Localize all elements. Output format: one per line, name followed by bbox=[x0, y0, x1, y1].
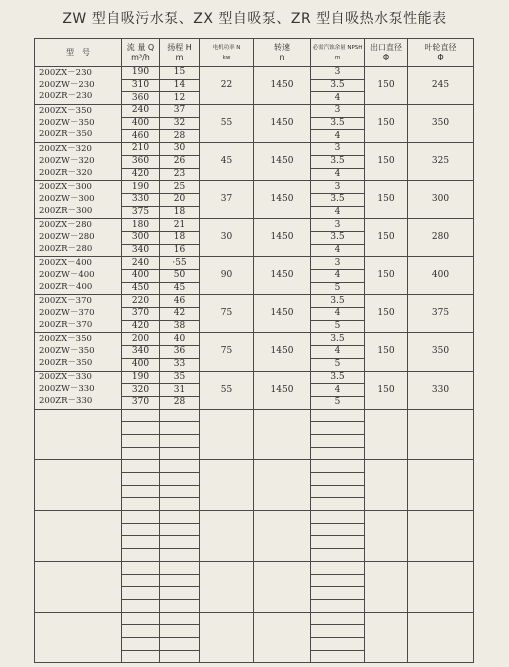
head-cell: 26 bbox=[160, 155, 200, 168]
empty-head-cell bbox=[160, 536, 200, 549]
model-name: 200ZX－350 bbox=[39, 106, 92, 117]
empty-flow-cell bbox=[122, 523, 160, 536]
empty-head-cell bbox=[160, 511, 200, 524]
outlet-cell: 150 bbox=[365, 257, 408, 295]
flow-cell: 180 bbox=[122, 219, 160, 232]
npsh-cell: 4 bbox=[311, 270, 365, 283]
impeller-cell: 300 bbox=[408, 181, 474, 219]
empty-outlet-cell bbox=[365, 409, 408, 460]
empty-speed-cell bbox=[254, 409, 311, 460]
empty-table-row bbox=[35, 612, 474, 625]
empty-npsh-cell bbox=[311, 473, 365, 486]
impeller-cell: 400 bbox=[408, 257, 474, 295]
head-cell: 42 bbox=[160, 308, 200, 321]
npsh-cell: 3 bbox=[311, 105, 365, 118]
npsh-cell: 3.5 bbox=[311, 231, 365, 244]
flow-cell: 420 bbox=[122, 168, 160, 181]
empty-outlet-cell bbox=[365, 460, 408, 511]
table-row bbox=[35, 143, 474, 156]
empty-power-cell bbox=[200, 460, 254, 511]
outlet-cell: 150 bbox=[365, 333, 408, 371]
flow-cell: 400 bbox=[122, 117, 160, 130]
speed-cell: 1450 bbox=[254, 295, 311, 333]
table-row bbox=[35, 371, 474, 384]
model-cell bbox=[35, 181, 122, 219]
model-name: 200ZW－350 bbox=[39, 346, 95, 357]
model-cell bbox=[35, 67, 122, 105]
head-cell: 32 bbox=[160, 117, 200, 130]
empty-flow-cell bbox=[122, 549, 160, 562]
impeller-cell: 350 bbox=[408, 333, 474, 371]
model-cell bbox=[35, 295, 122, 333]
impeller-cell: 375 bbox=[408, 295, 474, 333]
col-header-head: 扬程 H m bbox=[160, 39, 200, 67]
table-row bbox=[35, 181, 474, 194]
npsh-cell: 4 bbox=[311, 346, 365, 359]
flow-cell: 375 bbox=[122, 206, 160, 219]
empty-outlet-cell bbox=[365, 511, 408, 562]
empty-head-cell bbox=[160, 574, 200, 587]
speed-cell: 1450 bbox=[254, 105, 311, 143]
npsh-cell: 3.5 bbox=[311, 333, 365, 346]
empty-head-cell bbox=[160, 409, 200, 422]
model-cell bbox=[35, 219, 122, 257]
flow-cell: 340 bbox=[122, 346, 160, 359]
outlet-cell: 150 bbox=[365, 219, 408, 257]
empty-impeller-cell bbox=[408, 409, 474, 460]
power-cell: 45 bbox=[200, 143, 254, 181]
outlet-cell: 150 bbox=[365, 181, 408, 219]
empty-flow-cell bbox=[122, 574, 160, 587]
impeller-cell: 325 bbox=[408, 143, 474, 181]
head-cell: 23 bbox=[160, 168, 200, 181]
performance-table bbox=[34, 38, 474, 663]
power-cell: 30 bbox=[200, 219, 254, 257]
speed-cell: 1450 bbox=[254, 143, 311, 181]
flow-cell: 450 bbox=[122, 282, 160, 295]
empty-npsh-cell bbox=[311, 447, 365, 460]
npsh-cell: 3.5 bbox=[311, 117, 365, 130]
flow-cell: 370 bbox=[122, 396, 160, 409]
empty-npsh-cell bbox=[311, 434, 365, 447]
col-header-impeller: 叶轮直径 Φ bbox=[408, 39, 474, 67]
head-cell: 36 bbox=[160, 346, 200, 359]
head-cell: 18 bbox=[160, 206, 200, 219]
empty-npsh-cell bbox=[311, 587, 365, 600]
model-name: 200ZW－230 bbox=[39, 79, 95, 90]
model-name: 200ZR－350 bbox=[39, 357, 93, 368]
head-cell: 21 bbox=[160, 219, 200, 232]
model-name: 200ZW－330 bbox=[39, 384, 95, 395]
empty-model-cell bbox=[35, 409, 122, 460]
power-cell: 37 bbox=[200, 181, 254, 219]
head-cell: 38 bbox=[160, 320, 200, 333]
empty-flow-cell bbox=[122, 650, 160, 663]
head-cell: 15 bbox=[160, 67, 200, 80]
power-cell: 75 bbox=[200, 295, 254, 333]
empty-npsh-cell bbox=[311, 574, 365, 587]
head-cell: 31 bbox=[160, 384, 200, 397]
model-name: 200ZR－300 bbox=[39, 205, 93, 216]
npsh-cell: 4 bbox=[311, 206, 365, 219]
table-row bbox=[35, 333, 474, 346]
npsh-cell: 4 bbox=[311, 244, 365, 257]
empty-impeller-cell bbox=[408, 561, 474, 612]
model-name: 200ZX－400 bbox=[39, 258, 92, 269]
empty-flow-cell bbox=[122, 473, 160, 486]
empty-table-row bbox=[35, 511, 474, 524]
head-cell: 12 bbox=[160, 92, 200, 105]
empty-head-cell bbox=[160, 561, 200, 574]
model-name: 200ZX－350 bbox=[39, 334, 92, 345]
flow-cell: 310 bbox=[122, 79, 160, 92]
npsh-cell: 4 bbox=[311, 384, 365, 397]
empty-npsh-cell bbox=[311, 599, 365, 612]
model-name: 200ZW－300 bbox=[39, 193, 95, 204]
empty-head-cell bbox=[160, 422, 200, 435]
empty-impeller-cell bbox=[408, 511, 474, 562]
empty-impeller-cell bbox=[408, 612, 474, 663]
table-row bbox=[35, 67, 474, 80]
model-name: 200ZW－350 bbox=[39, 117, 95, 128]
head-cell: ·55 bbox=[160, 257, 200, 270]
empty-flow-cell bbox=[122, 637, 160, 650]
table-row bbox=[35, 257, 474, 270]
head-cell: 16 bbox=[160, 244, 200, 257]
model-name: 200ZX－280 bbox=[39, 220, 92, 231]
empty-table-row bbox=[35, 561, 474, 574]
empty-power-cell bbox=[200, 409, 254, 460]
model-cell bbox=[35, 371, 122, 409]
empty-head-cell bbox=[160, 460, 200, 473]
outlet-cell: 150 bbox=[365, 67, 408, 105]
empty-outlet-cell bbox=[365, 612, 408, 663]
empty-npsh-cell bbox=[311, 485, 365, 498]
empty-npsh-cell bbox=[311, 409, 365, 422]
npsh-cell: 3.5 bbox=[311, 295, 365, 308]
empty-flow-cell bbox=[122, 587, 160, 600]
npsh-cell: 3 bbox=[311, 143, 365, 156]
empty-flow-cell bbox=[122, 599, 160, 612]
speed-cell: 1450 bbox=[254, 181, 311, 219]
empty-table-row bbox=[35, 460, 474, 473]
empty-model-cell bbox=[35, 612, 122, 663]
empty-speed-cell bbox=[254, 612, 311, 663]
model-name: 200ZR－280 bbox=[39, 243, 93, 254]
head-cell: 28 bbox=[160, 130, 200, 143]
head-cell: 40 bbox=[160, 333, 200, 346]
model-name: 200ZR－370 bbox=[39, 319, 93, 330]
model-name: 200ZX－330 bbox=[39, 372, 92, 383]
model-name: 200ZR－350 bbox=[39, 129, 93, 140]
empty-head-cell bbox=[160, 637, 200, 650]
empty-flow-cell bbox=[122, 485, 160, 498]
empty-npsh-cell bbox=[311, 637, 365, 650]
impeller-cell: 280 bbox=[408, 219, 474, 257]
empty-model-cell bbox=[35, 511, 122, 562]
npsh-cell: 3.5 bbox=[311, 371, 365, 384]
npsh-cell: 5 bbox=[311, 320, 365, 333]
impeller-cell: 330 bbox=[408, 371, 474, 409]
flow-cell: 400 bbox=[122, 358, 160, 371]
npsh-cell: 3 bbox=[311, 257, 365, 270]
head-cell: 18 bbox=[160, 231, 200, 244]
npsh-cell: 3 bbox=[311, 219, 365, 232]
outlet-cell: 150 bbox=[365, 295, 408, 333]
flow-cell: 200 bbox=[122, 333, 160, 346]
empty-head-cell bbox=[160, 549, 200, 562]
empty-npsh-cell bbox=[311, 422, 365, 435]
empty-head-cell bbox=[160, 599, 200, 612]
flow-cell: 400 bbox=[122, 270, 160, 283]
flow-cell: 240 bbox=[122, 105, 160, 118]
empty-head-cell bbox=[160, 625, 200, 638]
model-cell bbox=[35, 333, 122, 371]
head-cell: 20 bbox=[160, 193, 200, 206]
flow-cell: 220 bbox=[122, 295, 160, 308]
npsh-cell: 4 bbox=[311, 130, 365, 143]
npsh-cell: 3 bbox=[311, 181, 365, 194]
flow-cell: 240 bbox=[122, 257, 160, 270]
flow-cell: 370 bbox=[122, 308, 160, 321]
flow-cell: 190 bbox=[122, 181, 160, 194]
speed-cell: 1450 bbox=[254, 371, 311, 409]
flow-cell: 360 bbox=[122, 155, 160, 168]
npsh-cell: 4 bbox=[311, 308, 365, 321]
empty-speed-cell bbox=[254, 511, 311, 562]
model-name: 200ZW－370 bbox=[39, 308, 95, 319]
empty-model-cell bbox=[35, 460, 122, 511]
empty-impeller-cell bbox=[408, 460, 474, 511]
head-cell: 50 bbox=[160, 270, 200, 283]
empty-outlet-cell bbox=[365, 561, 408, 612]
power-cell: 90 bbox=[200, 257, 254, 295]
npsh-cell: 5 bbox=[311, 282, 365, 295]
empty-flow-cell bbox=[122, 409, 160, 422]
speed-cell: 1450 bbox=[254, 333, 311, 371]
flow-cell: 420 bbox=[122, 320, 160, 333]
empty-head-cell bbox=[160, 523, 200, 536]
impeller-cell: 350 bbox=[408, 105, 474, 143]
empty-head-cell bbox=[160, 434, 200, 447]
head-cell: 25 bbox=[160, 181, 200, 194]
empty-npsh-cell bbox=[311, 536, 365, 549]
empty-head-cell bbox=[160, 473, 200, 486]
head-cell: 28 bbox=[160, 396, 200, 409]
empty-flow-cell bbox=[122, 561, 160, 574]
npsh-cell: 3.5 bbox=[311, 155, 365, 168]
head-cell: 33 bbox=[160, 358, 200, 371]
power-cell: 75 bbox=[200, 333, 254, 371]
empty-npsh-cell bbox=[311, 561, 365, 574]
empty-flow-cell bbox=[122, 434, 160, 447]
outlet-cell: 150 bbox=[365, 105, 408, 143]
head-cell: 30 bbox=[160, 143, 200, 156]
table-header-row bbox=[35, 39, 474, 67]
outlet-cell: 150 bbox=[365, 371, 408, 409]
empty-flow-cell bbox=[122, 447, 160, 460]
npsh-cell: 5 bbox=[311, 396, 365, 409]
model-name: 200ZR－400 bbox=[39, 281, 93, 292]
model-name: 200ZR－330 bbox=[39, 395, 93, 406]
empty-head-cell bbox=[160, 485, 200, 498]
col-header-model: 型 号 bbox=[35, 39, 122, 67]
speed-cell: 1450 bbox=[254, 67, 311, 105]
empty-flow-cell bbox=[122, 498, 160, 511]
flow-cell: 360 bbox=[122, 92, 160, 105]
flow-cell: 330 bbox=[122, 193, 160, 206]
empty-npsh-cell bbox=[311, 460, 365, 473]
empty-flow-cell bbox=[122, 460, 160, 473]
empty-model-cell bbox=[35, 561, 122, 612]
empty-flow-cell bbox=[122, 536, 160, 549]
empty-power-cell bbox=[200, 511, 254, 562]
empty-speed-cell bbox=[254, 460, 311, 511]
empty-npsh-cell bbox=[311, 549, 365, 562]
power-cell: 55 bbox=[200, 371, 254, 409]
col-header-power: 电机功率 N kw bbox=[200, 39, 254, 67]
empty-flow-cell bbox=[122, 422, 160, 435]
impeller-cell: 245 bbox=[408, 67, 474, 105]
empty-speed-cell bbox=[254, 561, 311, 612]
page-title: ZW 型自吸污水泵、ZX 型自吸泵、ZR 型自吸热水泵性能表 bbox=[62, 11, 447, 27]
model-cell bbox=[35, 257, 122, 295]
empty-power-cell bbox=[200, 561, 254, 612]
npsh-cell: 3.5 bbox=[311, 193, 365, 206]
empty-npsh-cell bbox=[311, 650, 365, 663]
flow-cell: 460 bbox=[122, 130, 160, 143]
model-name: 200ZX－370 bbox=[39, 296, 92, 307]
empty-head-cell bbox=[160, 498, 200, 511]
empty-npsh-cell bbox=[311, 625, 365, 638]
empty-power-cell bbox=[200, 612, 254, 663]
col-header-outlet: 出口直径 Φ bbox=[365, 39, 408, 67]
empty-head-cell bbox=[160, 612, 200, 625]
model-name: 200ZR－320 bbox=[39, 167, 93, 178]
speed-cell: 1450 bbox=[254, 219, 311, 257]
head-cell: 35 bbox=[160, 371, 200, 384]
empty-flow-cell bbox=[122, 625, 160, 638]
model-name: 200ZW－320 bbox=[39, 155, 95, 166]
flow-cell: 340 bbox=[122, 244, 160, 257]
power-cell: 55 bbox=[200, 105, 254, 143]
flow-cell: 190 bbox=[122, 67, 160, 80]
empty-flow-cell bbox=[122, 612, 160, 625]
performance-table-wrapper bbox=[34, 38, 474, 663]
model-name: 200ZR－230 bbox=[39, 91, 93, 102]
col-header-speed: 转速 n bbox=[254, 39, 311, 67]
table-row bbox=[35, 295, 474, 308]
npsh-cell: 3.5 bbox=[311, 79, 365, 92]
model-name: 200ZX－230 bbox=[39, 67, 92, 78]
empty-npsh-cell bbox=[311, 498, 365, 511]
head-cell: 45 bbox=[160, 282, 200, 295]
head-cell: 37 bbox=[160, 105, 200, 118]
flow-cell: 190 bbox=[122, 371, 160, 384]
empty-npsh-cell bbox=[311, 612, 365, 625]
flow-cell: 210 bbox=[122, 143, 160, 156]
empty-npsh-cell bbox=[311, 523, 365, 536]
npsh-cell: 4 bbox=[311, 168, 365, 181]
power-cell: 22 bbox=[200, 67, 254, 105]
empty-flow-cell bbox=[122, 511, 160, 524]
empty-head-cell bbox=[160, 447, 200, 460]
model-name: 200ZW－400 bbox=[39, 269, 95, 280]
model-cell bbox=[35, 105, 122, 143]
empty-head-cell bbox=[160, 587, 200, 600]
flow-cell: 320 bbox=[122, 384, 160, 397]
empty-npsh-cell bbox=[311, 511, 365, 524]
outlet-cell: 150 bbox=[365, 143, 408, 181]
npsh-cell: 3 bbox=[311, 67, 365, 80]
model-name: 200ZX－320 bbox=[39, 144, 92, 155]
table-row bbox=[35, 105, 474, 118]
head-cell: 46 bbox=[160, 295, 200, 308]
model-name: 200ZX－300 bbox=[39, 182, 92, 193]
npsh-cell: 4 bbox=[311, 92, 365, 105]
table-body bbox=[35, 67, 474, 663]
model-cell bbox=[35, 143, 122, 181]
table-row bbox=[35, 219, 474, 232]
col-header-flow: 流 量 Q m³/h bbox=[122, 39, 160, 67]
npsh-cell: 5 bbox=[311, 358, 365, 371]
model-name: 200ZW－280 bbox=[39, 231, 95, 242]
speed-cell: 1450 bbox=[254, 257, 311, 295]
col-header-npsh: 必需汽蚀余量 NPSH m bbox=[311, 39, 365, 67]
flow-cell: 300 bbox=[122, 231, 160, 244]
empty-head-cell bbox=[160, 650, 200, 663]
head-cell: 14 bbox=[160, 79, 200, 92]
empty-table-row bbox=[35, 409, 474, 422]
